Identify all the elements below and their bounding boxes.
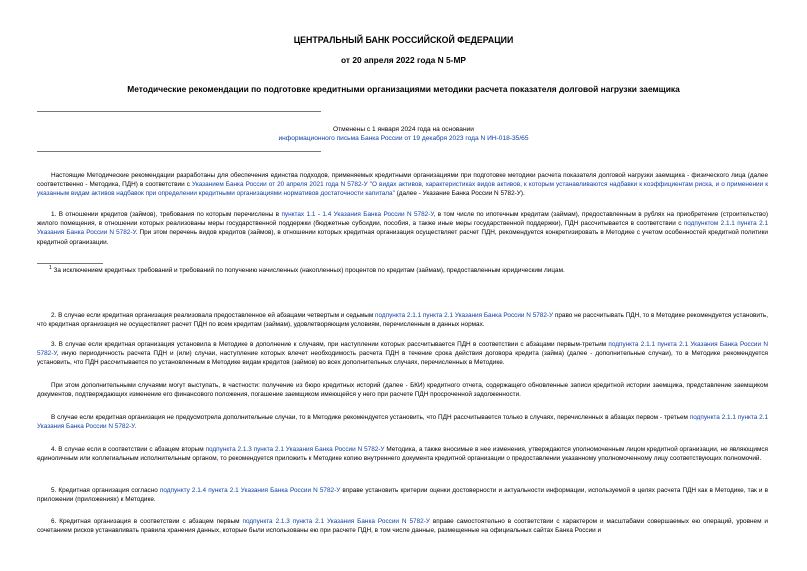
org-name: ЦЕНТРАЛЬНЫЙ БАНК РОССИЙСКОЙ ФЕДЕРАЦИИ (293, 35, 514, 45)
paragraph-4: 4. В случае если в соответствии с абзацем вторым подпункта 2.1.3 пункта 2.1 Указания Банка России N 5782-У Методика, а также вносимые в нее изменения, утверждаются уполномоченным лицом кредитной организации, не являющимся единоличным или коллегиальным исполнительным органом, то рекомендуется приложить к Методике копию внутреннего документа кредитной организации о предоставлении указанному уполномоченному лицу соответствующих полномочий. (37, 446, 769, 463)
divider-top (37, 111, 321, 112)
intro-paragraph: Настоящие Методические рекомендации разработаны для обеспечения единства подходов, применяемых кредитными организациями при подготовке методики расчета показателя долговой нагрузки заемщика - физического лица (далее соответственно - Методика, ПДН) в соответствии с Указанием Банка России от 20 апреля 2021 года N 5782-У "О видах активов, характеристиках видов активов, к которым устанавливаются надбавки к коэффициентам риска, и о применении к указанным видам активов надбавок при определении кредитными организациями нормативов достаточности капитала" (далее - Указание Банка России N 5782-У). (37, 172, 768, 198)
paragraph-2: 2. В случае если кредитная организация реализовала предоставленное ей абзацами четвертым и седьмым подпункта 2.1.1 пункта 2.1 Указания Банка России N 5782-У право не рассчитывать ПДН, то в Методике рекомендуется установить, что кредитная организация не осуществляет расчет ПДН по всем кредитам (займам), удовлетворяющим условиям, перечисленным в данных нормах. (37, 312, 768, 329)
document-title: Методические рекомендации по подготовке кредитными организациями методики расчета показателя долговой нагрузки заемщика (127, 84, 680, 94)
link-podpunkt-2-1-1-p2[interactable]: подпункта 2.1.1 пункта 2.1 Указания Банка России N 5782-У (375, 312, 554, 319)
link-podpunkt-2-1-1-p3c[interactable]: подпункта 2.1.1 пункта 2.1 Указания Банка России N 5782-У (37, 414, 769, 431)
cancellation-link[interactable]: информационного письма Банка России от 19 декабря 2023 года N ИН-018-35/65 (278, 135, 529, 143)
document-date-number: от 20 апреля 2022 года N 5-МР (340, 55, 467, 65)
paragraph-3b: При этом дополнительными случаями могут выступать, в частности: получение из бюро кредитных историй (далее - БКИ) кредитного отчета, содержащего обновленные записи кредитной истории заемщика, представление заемщиком документов, подтверждающих изменение его финансового положения, погашение заемщиком имеющейся у него при расчете ПДН просроченной задолженности. (37, 382, 768, 399)
link-podpunkt-2-1-4[interactable]: подпункту 2.1.4 пункта 2.1 Указания Банка России N 5782-У (159, 487, 341, 494)
footnote-mark: 1 (49, 264, 52, 271)
footnote-divider (37, 263, 103, 264)
link-podpunkt-2-1-1[interactable]: подпунктом 2.1.1 пункта 2.1 Указания Банка России N 5782-У (37, 220, 768, 237)
link-podpunkt-2-1-3-p6[interactable]: подпункта 2.1.3 пункта 2.1 Указания Банка России N 5782-У (242, 518, 430, 525)
paragraph-6: 6. Кредитная организация в соответствии с абзацем первым подпункта 2.1.3 пункта 2.1 Указания Банка России N 5782-У вправе самостоятельно в соответствии с характером и масштабами совершаемых ею операций, уровнем и сочетанием рисков устанавливать правила хранения данных, которые были использованы ею при расчете ПДН, в том числе данные, размещенные на официальных сайтах Банка России и (37, 518, 768, 535)
paragraph-3c: В случае если кредитная организация не предусмотрела дополнительные случаи, то в Методике рекомендуется установить, что ПДН рассчитывается только в случаях, перечисленных в абзацах первом - третьем подпункта 2.1.1 пункта 2.1 Указания Банка России N 5782-У. (37, 414, 769, 431)
link-punkt-1-1[interactable]: пунктах 1.1 (281, 211, 316, 218)
divider-middle (37, 151, 321, 152)
cancellation-text: Отменены с 1 января 2024 года на основании (333, 126, 474, 133)
link-podpunkt-2-1-3-p4[interactable]: подпункта 2.1.3 пункта 2.1 Указания Банка России N 5782-У (205, 446, 385, 453)
paragraph-3: 3. В случае если кредитная организация установила в Методике в дополнение к случаям, при наступлении которых рассчитывается ПДН в соответствии с абзацами первым-третьим подпункта 2.1.1 пункта 2.1 Указания Банка России N 5782-У, иную периодичность расчета ПДН и (или) случаи, наступление которых влечет необходимость расчета ПДН в течение срока действия договора кредита (займа) (далее - дополнительные случаи), то в Методике рекомендуется установить, что ПДН рассчитывается по установленным в Методике видам кредитов (займов) во всех дополнительных случаях, перечисленных в Методике. (37, 341, 768, 367)
link-ukazanie-5782u[interactable]: Указанием Банка России от 20 апреля 2021 года N 5782-У "О видах активов, характеристиках видов активов, к которым устанавливаются надбавки к коэффициентам риска, и о применении к указанным видам активов надбавок при определении кредитными организациями нормативов достаточности капитала" (37, 181, 768, 198)
paragraph-5: 5. Кредитная организация согласно подпункту 2.1.4 пункта 2.1 Указания Банка России N 5782-У вправе установить критерии оценки достоверности и актуальности информации, используемой в целях расчета ПДН как в Методике, так и в приложении (приложениях) к Методике. (37, 487, 768, 504)
footnote: $^1$ За исключением кредитных требований и требований по получению начисленных (накопленных) процентов по кредитам (займам), предоставленным юридическим лицам. (49, 264, 565, 274)
link-punkt-1-4[interactable]: 1.4 Указания Банка России N 5782-У (322, 211, 434, 218)
link-podpunkt-2-1-1-p3[interactable]: подпункта 2.1.1 пункта 2.1 Указания Банка России N 5782-У (37, 341, 768, 358)
paragraph-1: 1. В отношении кредитов (займов), требования по которым перечислены в пунктах 1.1 - 1.4 Указания Банка России N 5782-У, в том числе по ипотечным кредитам (займам), предоставленным в рублях на приобретение (строительство) жилого помещения, в отношении которых реализованы меры государственной поддержки (бюджетные субсидии, пособия, а также иные меры государственной поддержки), ПДН рассчитывается в соответствии с подпунктом 2.1.1 пункта 2.1 Указания Банка России N 5782-У. При этом перечень видов кредитов (займов), в отношении которых кредитная организация осуществляет расчет ПДН, рекомендуется конкретизировать в Методике с учетом особенностей кредитной политики кредитной организации. (37, 211, 768, 246)
cancellation-note (0, 125, 807, 144)
